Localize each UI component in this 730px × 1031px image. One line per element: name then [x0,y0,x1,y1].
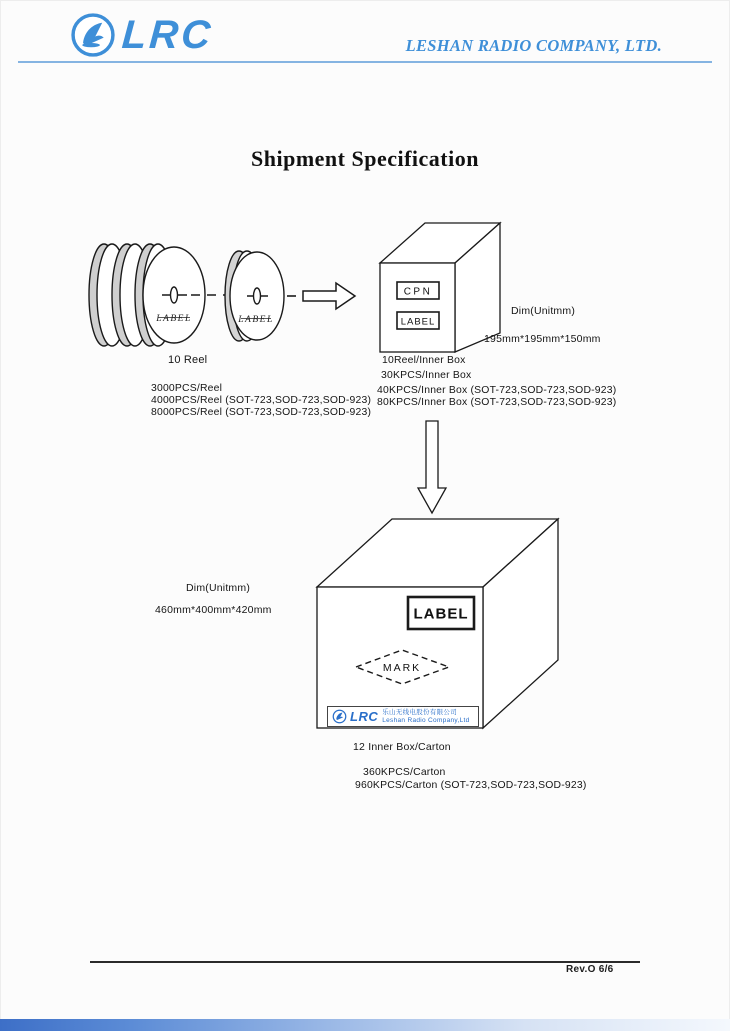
inner-box-dim-value: 195mm*195mm*150mm [484,333,601,345]
inner-box-notes [377,355,616,409]
inner-box-note-line: 80KPCS/Inner Box (SOT-723,SOD-723,SOD-923) [377,397,617,408]
company-name: LESHAN RADIO COMPANY, LTD. [405,36,662,55]
carton-note-line: 360KPCS/Carton [363,767,446,778]
cpn-text: CPN [403,286,433,298]
inner-box-note-line: 40KPCS/Inner Box (SOT-723,SOD-723,SOD-923) [377,385,617,396]
carton-dim-title: Dim(Unitmm) [186,582,251,594]
carton-dim-value: 460mm*400mm*420mm [155,604,272,616]
carton-mark-text: MARK [382,662,422,674]
reel-caption: 10 Reel [168,354,208,366]
reel-stack [89,244,205,346]
lrc-logo-icon [332,709,347,724]
reel-notes [151,383,371,419]
single-reel-label-text: LABEL [238,315,274,325]
inner-label-text: LABEL [400,316,436,328]
footer-accent-bar [0,1019,730,1031]
inner-box-dim-title: Dim(Unitmm) [511,305,576,317]
reel-stack-label-text: LABEL [156,314,192,324]
single-reel [225,251,284,341]
flow-arrow-down-icon [418,421,446,513]
reel-note-line: 3000PCS/Reel [151,383,223,394]
inner-box-note-line: 10Reel/Inner Box [382,355,466,366]
inner-box-note-line: 30KPCS/Inner Box [381,370,472,381]
inner-box [380,223,500,352]
carton-logo-english: Leshan Radio Company,Ltd [382,716,470,724]
reel-note-line: 8000PCS/Reel (SOT-723,SOD-723,SOD-923) [151,407,372,418]
carton-label-text: LABEL [413,605,469,623]
carton-notes [355,767,587,792]
flow-arrow-right-icon [303,283,355,309]
carton-caption: 12 Inner Box/Carton [353,741,451,753]
carton-logo-plate [327,706,479,727]
footer-revision: Rev.O 6/6 [566,964,614,975]
lrc-logo-text: LRC [120,13,215,57]
footer-rule [90,961,640,963]
carton-logo-chinese: 乐山无线电股份有限公司 [382,709,458,716]
carton-box [317,519,558,728]
carton-logo-text: LRC [350,709,379,724]
page-title: Shipment Specification [251,146,479,171]
reel-note-line: 4000PCS/Reel (SOT-723,SOD-723,SOD-923) [151,395,372,406]
carton-note-line: 960KPCS/Carton (SOT-723,SOD-723,SOD-923) [355,779,587,791]
